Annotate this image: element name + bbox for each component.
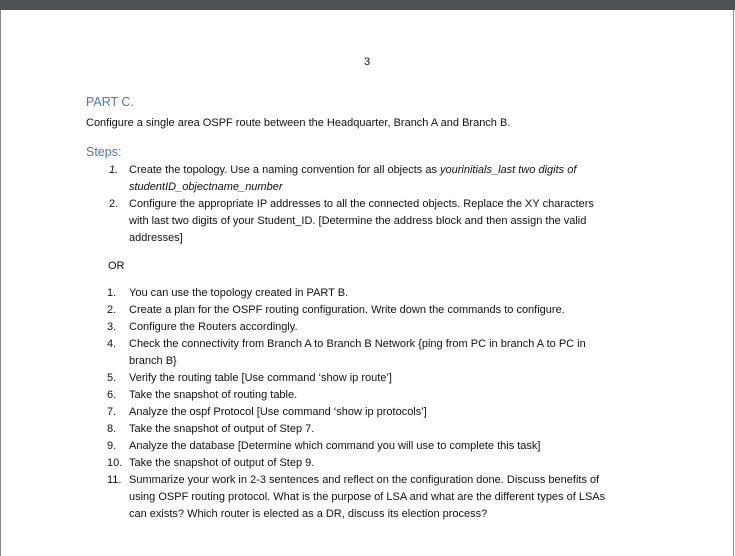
list-text: Configure the appropriate IP addresses to all the connected objects. Replace the XY characters (129, 198, 594, 210)
list-text: can exists? Which router is elected as a DR, discuss its election process? (129, 508, 488, 520)
list-number: 1. (109, 164, 119, 176)
page-number: 3 (364, 56, 371, 68)
list-text: Create a plan for the OSPF routing configuration. Write down the commands to configure. (129, 304, 565, 316)
list-text: Take the snapshot of routing table. (129, 389, 298, 401)
list-text: with last two digits of your Student_ID. [Determine the address block and then assign the valid (129, 215, 587, 227)
list-number: 7. (107, 406, 117, 418)
section-heading: PART C. (86, 95, 134, 109)
list-number: 3. (107, 321, 117, 333)
list-number: 11. (107, 474, 122, 486)
list-number: 2. (109, 198, 119, 210)
list-text: Configure the Routers accordingly. (129, 321, 298, 333)
list-number: 6. (107, 389, 117, 401)
list-text: Verify the routing table [Use command ‘show ip route’] (129, 372, 392, 384)
list-text-italic: studentID_objectname_number (129, 181, 283, 193)
list-text (129, 163, 576, 177)
list-text: Take the snapshot of output of Step 7. (129, 423, 315, 435)
list-text-italic: yourinitials_last two digits of (440, 164, 577, 176)
list-number: 5. (107, 372, 117, 384)
list-text: Analyze the database [Determine which command you will use to complete this task] (129, 440, 541, 452)
list-number: 8. (107, 423, 117, 435)
viewer-toolbar (0, 0, 735, 10)
list-text: using OSPF routing protocol. What is the purpose of LSA and what are the different types of LSAs (129, 491, 606, 503)
intro-text: Configure a single area OSPF route between the Headquarter, Branch A and Branch B. (86, 117, 511, 129)
list-text: Summarize your work in 2-3 sentences and reflect on the configuration done. Discuss benefits of (129, 474, 600, 486)
list-text: addresses] (129, 232, 183, 244)
list-text: You can use the topology created in PART B. (129, 287, 349, 299)
list-number: 10. (107, 457, 123, 469)
list-number: 4. (107, 338, 117, 350)
list-number: 1. (107, 287, 117, 299)
list-text: branch B} (129, 355, 177, 367)
list-text-plain: Create the topology. Use a naming convention for all objects as (129, 164, 441, 176)
or-label: OR (108, 260, 125, 272)
steps-label: Steps: (86, 145, 122, 159)
list-text: Analyze the ospf Protocol [Use command ‘show ip protocols’] (129, 406, 427, 418)
list-number: 9. (107, 440, 117, 452)
list-number: 2. (107, 304, 117, 316)
list-text: Check the connectivity from Branch A to Branch B Network {ping from PC in branch A to PC in (129, 338, 586, 350)
list-text: Take the snapshot of output of Step 9. (129, 457, 315, 469)
